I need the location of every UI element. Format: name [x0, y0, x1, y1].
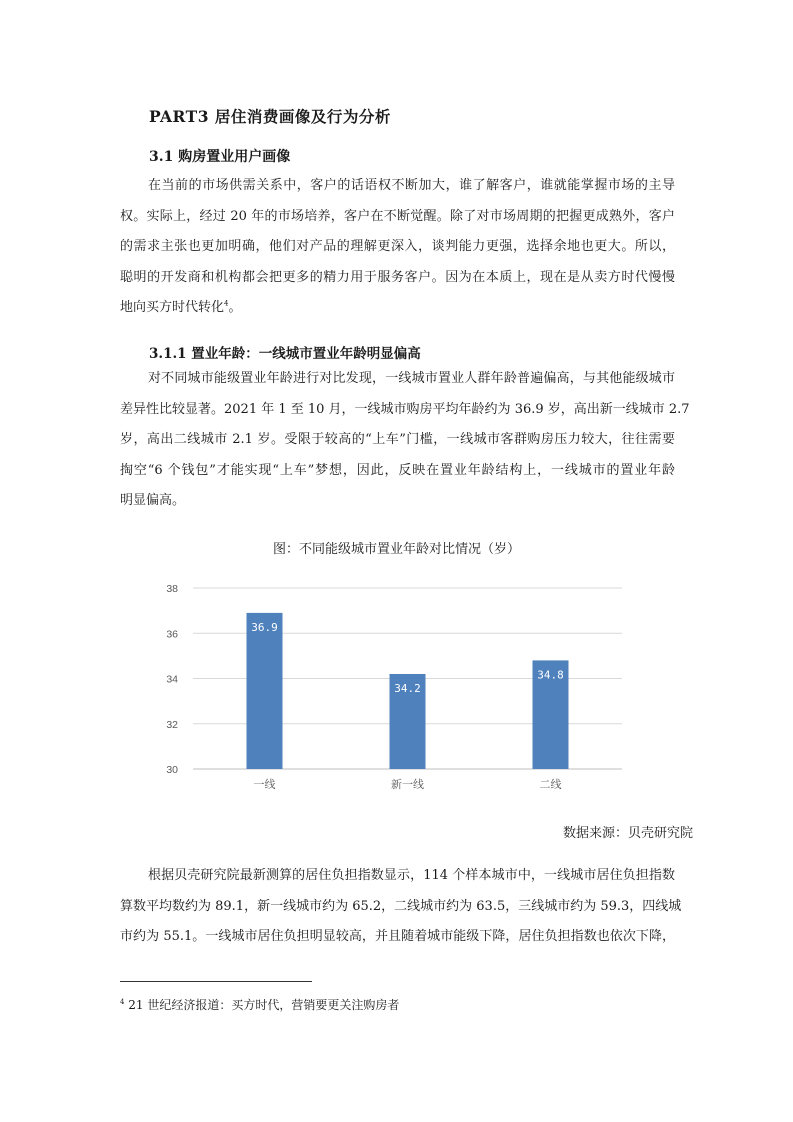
- y-tick-label: 30: [166, 764, 178, 776]
- paragraph-line: 聪明的开发商和机构都会把更多的精力用于服务客户。因为在本质上，现在是从卖方时代慢慢: [120, 269, 675, 285]
- paragraph-line: 算数平均数约为 89.1，新一线城市约为 65.2，二线城市约为 63.5，三线城市约为 59.3，四线城: [120, 898, 682, 914]
- paragraph-line: 明显偏高。: [120, 493, 186, 508]
- bar-chart: [155, 575, 635, 805]
- footnote: [120, 996, 399, 1013]
- subsection-heading: 3.1.1 置业年龄：一线城市置业年龄明显偏高: [149, 346, 421, 362]
- x-tick-label: 一线: [253, 778, 276, 791]
- footnote-number: 4: [120, 998, 125, 1006]
- paragraph-line: 权。实际上，经过 20 年的市场培养，客户在不断觉醒。除了对市场周期的把握更成熟外，客户: [120, 208, 675, 224]
- chart-title: 图：不同能级城市置业年龄对比情况（岁）: [272, 542, 520, 557]
- bar: [247, 613, 283, 769]
- bar-value-label: 36.9: [251, 620, 278, 634]
- paragraph-line: 差异性比较显著。2021 年 1 至 10 月，一线城市购房平均年龄约为 36.9 岁，高出新一线城市 2.7: [120, 401, 690, 417]
- y-tick-label: 34: [166, 673, 178, 686]
- paragraph-line: 在当前的市场供需关系中，客户的话语权不断加大，谁了解客户，谁就能掌握市场的主导: [148, 178, 675, 193]
- paragraph-line: 市约为 55.1。一线城市居住负担明显较高，并且随着城市能级下降，居住负担指数也依次下降，: [120, 929, 675, 944]
- part-title: PART3 居住消费画像及行为分析: [149, 107, 391, 126]
- paragraph-line: [120, 293, 675, 324]
- x-tick-label: 新一线: [391, 778, 424, 791]
- paragraph-line: 的需求主张也更加明确，他们对产品的理解更深入，谈判能力更强，选择余地也更大。所以，: [120, 239, 675, 254]
- bar-value-label: 34.8: [537, 668, 564, 682]
- footnote-text: 21 世纪经济报道：买方时代，营销要更关注购房者: [128, 998, 400, 1012]
- paragraph-market-relations: [120, 171, 675, 324]
- data-source: 数据来源：贝壳研究院: [562, 826, 693, 841]
- footnote-divider: [120, 981, 312, 982]
- x-tick-label: 二线: [539, 778, 562, 791]
- paragraph-line-text: 地向买方时代转化: [120, 300, 225, 315]
- y-tick-label: 36: [166, 628, 178, 641]
- paragraph-line: 对不同城市能级置业年龄进行对比发现，一线城市置业人群年龄普遍偏高，与其他能级城市: [148, 371, 675, 386]
- y-tick-label: 32: [166, 718, 178, 731]
- paragraph-line: 根据贝壳研究院最新测算的居住负担指数显示，114 个样本城市中，一线城市居住负担指数: [148, 868, 675, 883]
- bar-value-label: 34.2: [394, 681, 421, 695]
- paragraph-line: 掏空“6 个钱包”才能实现“上车”梦想，因此，反映在置业年龄结构上，一线城市的置业年龄: [120, 462, 675, 478]
- paragraph-line-end: 。: [228, 300, 242, 315]
- paragraph-burden-index: [120, 861, 682, 953]
- paragraph-age-comparison: [120, 364, 690, 517]
- paragraph-line: 岁，高出二线城市 2.1 岁。受限于较高的“上车”门槛，一线城市客群购房压力较大，往往需要: [120, 432, 675, 447]
- footnote-reference[interactable]: 4: [224, 299, 229, 308]
- y-tick-label: 38: [166, 583, 178, 595]
- section-heading: 3.1 购房置业用户画像: [149, 149, 291, 165]
